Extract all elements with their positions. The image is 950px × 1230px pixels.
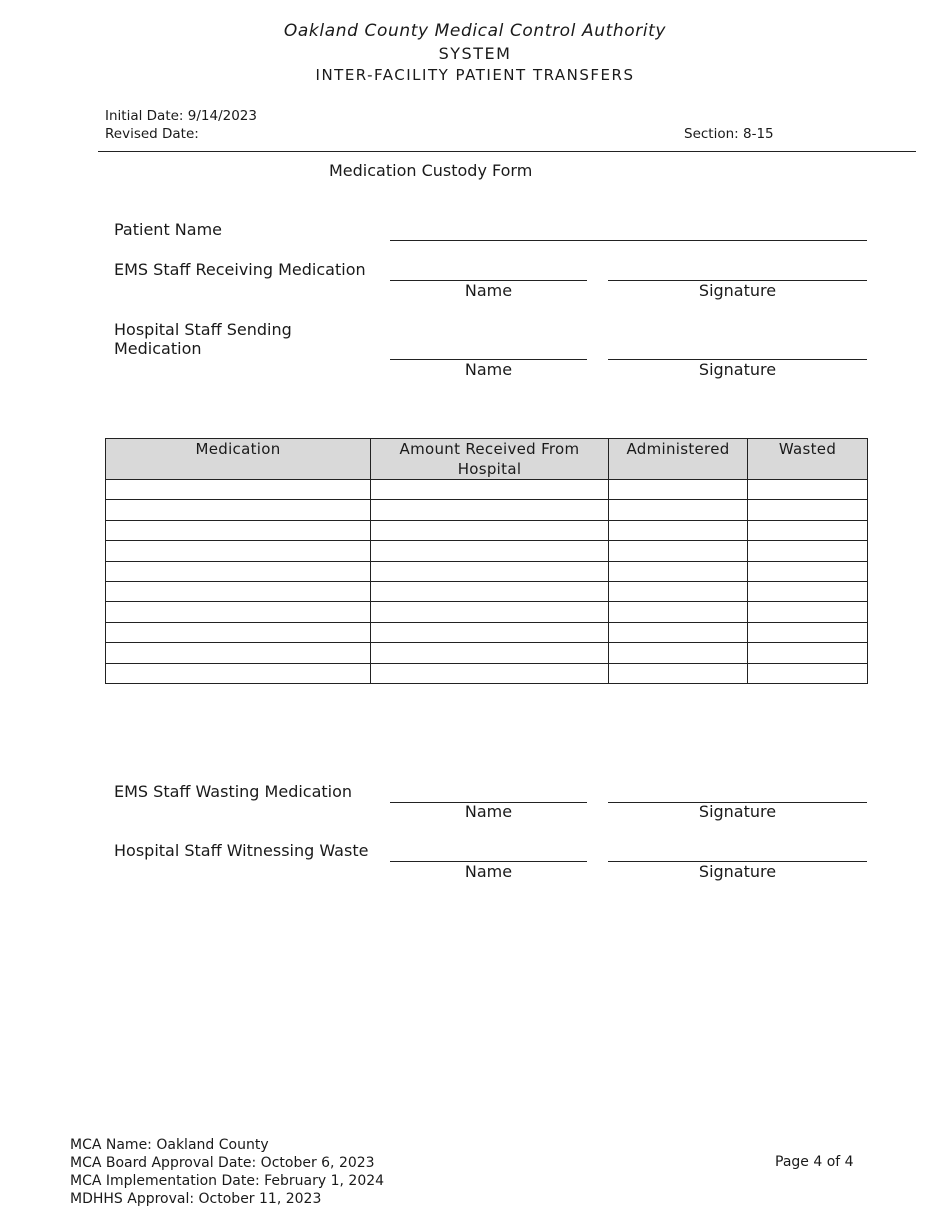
- table-cell[interactable]: [609, 500, 748, 520]
- patient-name-field[interactable]: [390, 240, 867, 241]
- table-cell[interactable]: [609, 541, 748, 561]
- table-cell[interactable]: [106, 500, 371, 520]
- table-cell[interactable]: [371, 541, 609, 561]
- table-cell[interactable]: [371, 561, 609, 581]
- col-wasted: Wasted: [748, 439, 868, 480]
- table-row: [106, 581, 868, 601]
- table-row: [106, 500, 868, 520]
- table-cell[interactable]: [371, 602, 609, 622]
- name-caption: Name: [464, 862, 513, 881]
- table-cell[interactable]: [106, 602, 371, 622]
- footer-implementation: MCA Implementation Date: February 1, 2024: [70, 1173, 385, 1189]
- medication-table: [105, 438, 868, 684]
- document-title: Oakland County Medical Control Authority: [283, 21, 667, 41]
- table-cell[interactable]: [748, 622, 868, 642]
- initial-date: Initial Date: 9/14/2023: [105, 108, 257, 124]
- table-row: [106, 520, 868, 540]
- table-cell[interactable]: [609, 480, 748, 500]
- table-cell[interactable]: [748, 602, 868, 622]
- table-cell[interactable]: [609, 643, 748, 663]
- header-divider: [98, 151, 916, 152]
- signature-caption: Signature: [698, 802, 777, 821]
- signature-caption: Signature: [698, 360, 777, 379]
- table-cell[interactable]: [106, 643, 371, 663]
- page-number: Page 4 of 4: [775, 1154, 854, 1170]
- footer-mdhhs-approval: MDHHS Approval: October 11, 2023: [70, 1191, 322, 1207]
- table-cell[interactable]: [371, 663, 609, 683]
- table-row: [106, 480, 868, 500]
- table-row: [106, 541, 868, 561]
- table-row: [106, 622, 868, 642]
- table-row: [106, 643, 868, 663]
- col-amount-received: Amount Received From Hospital: [371, 439, 609, 480]
- form-title: Medication Custody Form: [329, 161, 533, 180]
- table-cell[interactable]: [609, 622, 748, 642]
- signature-caption: Signature: [698, 281, 777, 300]
- document-subject: INTER-FACILITY PATIENT TRANSFERS: [315, 66, 635, 84]
- footer-board-approval: MCA Board Approval Date: October 6, 2023: [70, 1155, 375, 1171]
- table-cell[interactable]: [106, 663, 371, 683]
- table-cell[interactable]: [748, 480, 868, 500]
- section-number: Section: 8-15: [684, 126, 774, 142]
- col-administered: Administered: [609, 439, 748, 480]
- table-row: [106, 663, 868, 683]
- table-cell[interactable]: [371, 500, 609, 520]
- table-cell[interactable]: [106, 622, 371, 642]
- table-cell[interactable]: [371, 643, 609, 663]
- document-system: SYSTEM: [438, 44, 512, 63]
- name-caption: Name: [464, 281, 513, 300]
- ems-receiving-label: EMS Staff Receiving Medication: [114, 260, 366, 279]
- table-cell[interactable]: [748, 500, 868, 520]
- table-cell[interactable]: [371, 622, 609, 642]
- table-cell[interactable]: [609, 602, 748, 622]
- table-cell[interactable]: [609, 561, 748, 581]
- table-cell[interactable]: [748, 643, 868, 663]
- name-caption: Name: [464, 360, 513, 379]
- signature-caption: Signature: [698, 862, 777, 881]
- table-row: [106, 561, 868, 581]
- table-cell[interactable]: [609, 520, 748, 540]
- table-cell[interactable]: [371, 480, 609, 500]
- footer-mca-name: MCA Name: Oakland County: [70, 1137, 269, 1153]
- table-cell[interactable]: [371, 520, 609, 540]
- ems-wasting-label: EMS Staff Wasting Medication: [114, 782, 353, 801]
- table-cell[interactable]: [748, 663, 868, 683]
- table-header-row: [106, 439, 868, 480]
- hospital-witness-label: Hospital Staff Witnessing Waste: [114, 841, 369, 860]
- table-cell[interactable]: [106, 581, 371, 601]
- table-cell[interactable]: [748, 561, 868, 581]
- table-cell[interactable]: [371, 581, 609, 601]
- table-cell[interactable]: [106, 480, 371, 500]
- name-caption: Name: [464, 802, 513, 821]
- hospital-sending-label: Hospital Staff Sending: [114, 320, 292, 339]
- table-cell[interactable]: [748, 581, 868, 601]
- patient-name-label: Patient Name: [114, 220, 222, 239]
- table-cell[interactable]: [106, 520, 371, 540]
- table-cell[interactable]: [609, 581, 748, 601]
- table-row: [106, 602, 868, 622]
- revised-date: Revised Date:: [105, 126, 199, 142]
- hospital-sending-label-cont: Medication: [114, 339, 202, 358]
- table-cell[interactable]: [748, 520, 868, 540]
- table-cell[interactable]: [106, 561, 371, 581]
- table-cell[interactable]: [748, 541, 868, 561]
- table-cell[interactable]: [609, 663, 748, 683]
- table-cell[interactable]: [106, 541, 371, 561]
- col-medication: Medication: [106, 439, 371, 480]
